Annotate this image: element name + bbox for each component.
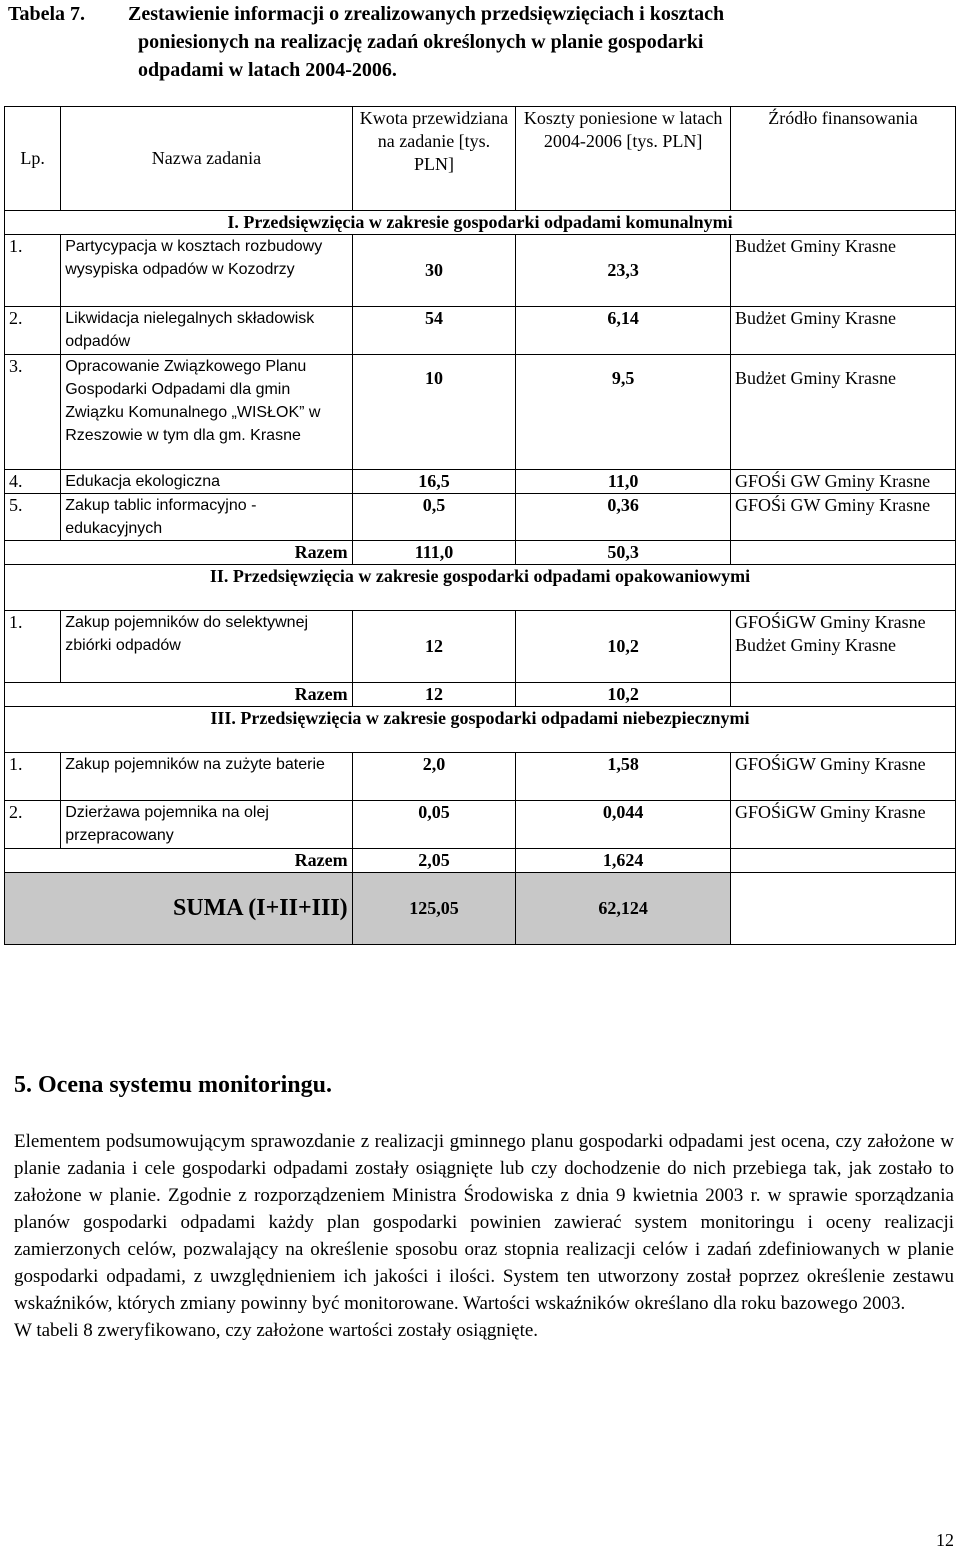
header-name: Nazwa zadania [61,107,352,211]
row-cost: 9,5 [516,355,731,470]
header-costs: Koszty poniesione w latach 2004-2006 [tys. PLN] [516,107,731,211]
header-lp: Lp. [5,107,61,211]
table-caption [8,0,908,84]
total-amount: 111,0 [352,541,516,565]
total-label: Razem [5,849,353,873]
section-2-title: II. Przedsięwzięcia w zakresie gospodarki odpadami opakowaniowymi [5,565,956,611]
row-name: Opracowanie Związkowego Planu Gospodarki Odpadami dla gmin Związku Komunalnego „WISŁOK” w Rzeszowie w tym dla gm. Krasne [61,355,352,470]
table-row [5,611,956,683]
total-row [5,541,956,565]
table-row [5,753,956,801]
total-label: Razem [5,541,353,565]
header-amount: Kwota przewidziana na zadanie [tys. PLN] [352,107,516,211]
total-label: Razem [5,683,353,707]
row-cost: 0,36 [516,494,731,541]
row-amount: 10 [352,355,516,470]
section-3-title: III. Przedsięwzięcia w zakresie gospodarki odpadami niebezpiecznymi [5,707,956,753]
row-source: GFOŚiGW Gminy Krasne [731,801,956,849]
row-source: Budżet Gminy Krasne [731,235,956,307]
row-source: Budżet Gminy Krasne [731,355,956,470]
paragraph-1: Elementem podsumowującym sprawozdanie z realizacji gminnego planu gospodarki odpadami jest ocena, czy założone w planie zadania i cele gospodarki odpadami zostały osiągnięte lub czy dochodzenie do nich przebiega tak, jak zostało to założone w planie. Zgodnie z rozporządzeniem Ministra Środowiska z dnia 9 kwietnia 2003 r. w sprawie sporządzania planów gospodarki odpadami każdy plan gospodarki powinien zawierać system monitoringu i oceny realizacji zamierzonych celów, pozwalający na określenie sposobu oraz stopnia realizacji celów i zadań zdefiniowanych w planie gospodarki odpadami, z uwzględnieniem ich jakości i ilości. System ten utworzony został poprzez określenie zestawu wskaźników, których zmiany powinny być monitorowane. Wartości wskaźników określano dla roku bazowego 2003. [14,1131,954,1314]
caption-label: Tabela 7. [8,3,86,25]
row-lp: 1. [5,753,61,801]
row-name: Zakup pojemników do selektywnej zbiórki odpadów [61,611,352,683]
suma-label: SUMA (I+II+III) [5,873,353,945]
header-source: Źródło finansowania [731,107,956,211]
page-number: 12 [936,1530,954,1550]
row-cost: 6,14 [516,307,731,355]
row-lp: 3. [5,355,61,470]
row-lp: 2. [5,307,61,355]
total-amount: 2,05 [352,849,516,873]
row-lp: 1. [5,235,61,307]
total-row [5,683,956,707]
row-amount: 30 [352,235,516,307]
header-row [5,107,956,211]
summary-table [4,106,956,945]
total-row [5,849,956,873]
caption-line-1: Zestawienie informacji o zrealizowanych przedsięwzięciach i kosztach [128,3,725,25]
table-row [5,355,956,470]
suma-amount: 125,05 [352,873,516,945]
row-amount: 16,5 [352,470,516,494]
row-amount: 0,5 [352,494,516,541]
row-amount: 54 [352,307,516,355]
paragraph-2: W tabeli 8 zweryfikowano, czy założone wartości zostały osiągnięte. [14,1320,539,1341]
total-amount: 12 [352,683,516,707]
row-cost: 11,0 [516,470,731,494]
suma-row [5,873,956,945]
section-1-title: I. Przedsięwzięcia w zakresie gospodarki odpadami komunalnymi [5,211,956,235]
table-row [5,307,956,355]
total-cost: 1,624 [516,849,731,873]
row-lp: 2. [5,801,61,849]
row-lp: 4. [5,470,61,494]
section-heading: 5. Ocena systemu monitoringu. [14,1072,332,1098]
row-lp: 1. [5,611,61,683]
row-source: Budżet Gminy Krasne [731,307,956,355]
table-row [5,470,956,494]
row-cost: 0,044 [516,801,731,849]
row-cost: 10,2 [516,611,731,683]
row-amount: 2,0 [352,753,516,801]
row-amount: 0,05 [352,801,516,849]
table-row [5,235,956,307]
table-row [5,801,956,849]
row-name: Edukacja ekologiczna [61,470,352,494]
row-lp: 5. [5,494,61,541]
row-source: GFOŚiGW Gminy Krasne Budżet Gminy Krasne [731,611,956,683]
row-source: GFOŚiGW Gminy Krasne [731,753,956,801]
caption-line-2: poniesionych na realizację zadań określonych w planie gospodarki [138,31,704,53]
row-cost: 23,3 [516,235,731,307]
total-cost: 50,3 [516,541,731,565]
row-name: Zakup tablic informacyjno - edukacyjnych [61,494,352,541]
suma-cost: 62,124 [516,873,731,945]
table-row [5,494,956,541]
total-cost: 10,2 [516,683,731,707]
row-name: Likwidacja nielegalnych składowisk odpadów [61,307,352,355]
row-amount: 12 [352,611,516,683]
row-name: Zakup pojemników na zużyte baterie [61,753,352,801]
caption-line-3: odpadami w latach 2004-2006. [138,59,397,81]
row-cost: 1,58 [516,753,731,801]
row-source: GFOŚi GW Gminy Krasne [731,470,956,494]
body-text [14,1128,954,1344]
row-source: GFOŚi GW Gminy Krasne [731,494,956,541]
row-name: Dzierżawa pojemnika na olej przepracowany [61,801,352,849]
row-name: Partycypacja w kosztach rozbudowy wysypiska odpadów w Kozodrzy [61,235,352,307]
